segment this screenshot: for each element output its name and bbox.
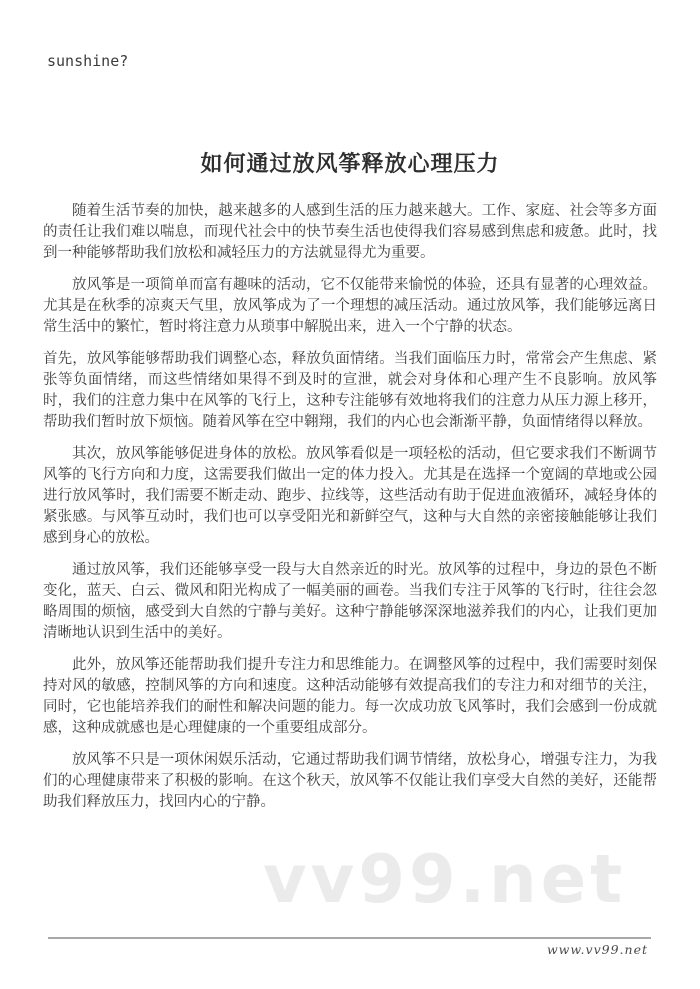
paragraph-5: 通过放风筝，我们还能够享受一段与大自然亲近的时光。放风筝的过程中，身边的景色不断变化，蓝天、白云、微风和阳光构成了一幅美丽的画卷。当我们专注于风筝的飞行时，往往会忽略周围的烦恼，感受到大自然的宁静与美好。这种宁静能够深深地滋养我们的内心，让我们更加清晰地认识到生活中的美好。	[43, 562, 657, 641]
watermark-text: vv99.net	[263, 840, 627, 918]
paragraph-3: 首先，放风筝能够帮助我们调整心态，释放负面情绪。当我们面临压力时，常常会产生焦虑、紧张等负面情绪，而这些情绪如果得不到及时的宣泄，就会对身体和心理产生不良影响。放风筝时，我们的注意力集中在风筝的飞行上，这种专注能够有效地将我们的注意力从压力源上移开，帮助我们暂时放下烦恼。随着风筝在空中翱翔，我们的内心也会渐渐平静，负面情绪得以释放。	[43, 351, 657, 430]
top-note-text: sunshine?	[47, 52, 129, 70]
footer-divider	[48, 937, 651, 939]
paragraph-7: 放风筝不只是一项休闲娱乐活动，它通过帮助我们调节情绪，放松身心，增强专注力，为我们的心理健康带来了积极的影响。在这个秋天，放风筝不仅能让我们享受大自然的美好，还能帮助我们释放压力，找回内心的宁静。	[43, 752, 657, 810]
paragraph-6: 此外，放风筝还能帮助我们提升专注力和思维能力。在调整风筝的过程中，我们需要时刻保持对风的敏感，控制风筝的方向和速度。这种活动能够有效提高我们的专注力和对细节的关注，同时，它也能培养我们的耐性和解决问题的能力。每一次成功放飞风筝时，我们会感到一份成就感，这种成就感也是心理健康的一个重要组成部分。	[43, 657, 657, 736]
article-title: 如何通过放风筝释放心理压力	[200, 151, 500, 176]
article-body	[43, 201, 657, 824]
paragraph-4: 其次，放风筝能够促进身体的放松。放风筝看似是一项轻松的活动，但它要求我们不断调节风筝的飞行方向和力度，这需要我们做出一定的体力投入。尤其是在选择一个宽阔的草地或公园进行放风筝时，我们需要不断走动、跑步、拉线等，这些活动有助于促进血液循环，减轻身体的紧张感。与风筝互动时，我们也可以享受阳光和新鲜空气，这种与大自然的亲密接触能够让我们感到身心的放松。	[43, 446, 657, 546]
footer-url: www.vv99.net	[546, 942, 648, 957]
paragraph-1: 随着生活节奏的加快，越来越多的人感到生活的压力越来越大。工作、家庭、社会等多方面的责任让我们难以喘息，而现代社会中的快节奏生活也使得我们容易感到焦虑和疲惫。此时，找到一种能够帮助我们放松和减轻压力的方法就显得尤为重要。	[43, 203, 657, 261]
paragraph-2: 放风筝是一项简单而富有趣味的活动，它不仅能带来愉悦的体验，还具有显著的心理效益。尤其是在秋季的凉爽天气里，放风筝成为了一个理想的减压活动。通过放风筝，我们能够远离日常生活中的繁忙，暂时将注意力从琐事中解脱出来，进入一个宁静的状态。	[43, 277, 657, 335]
